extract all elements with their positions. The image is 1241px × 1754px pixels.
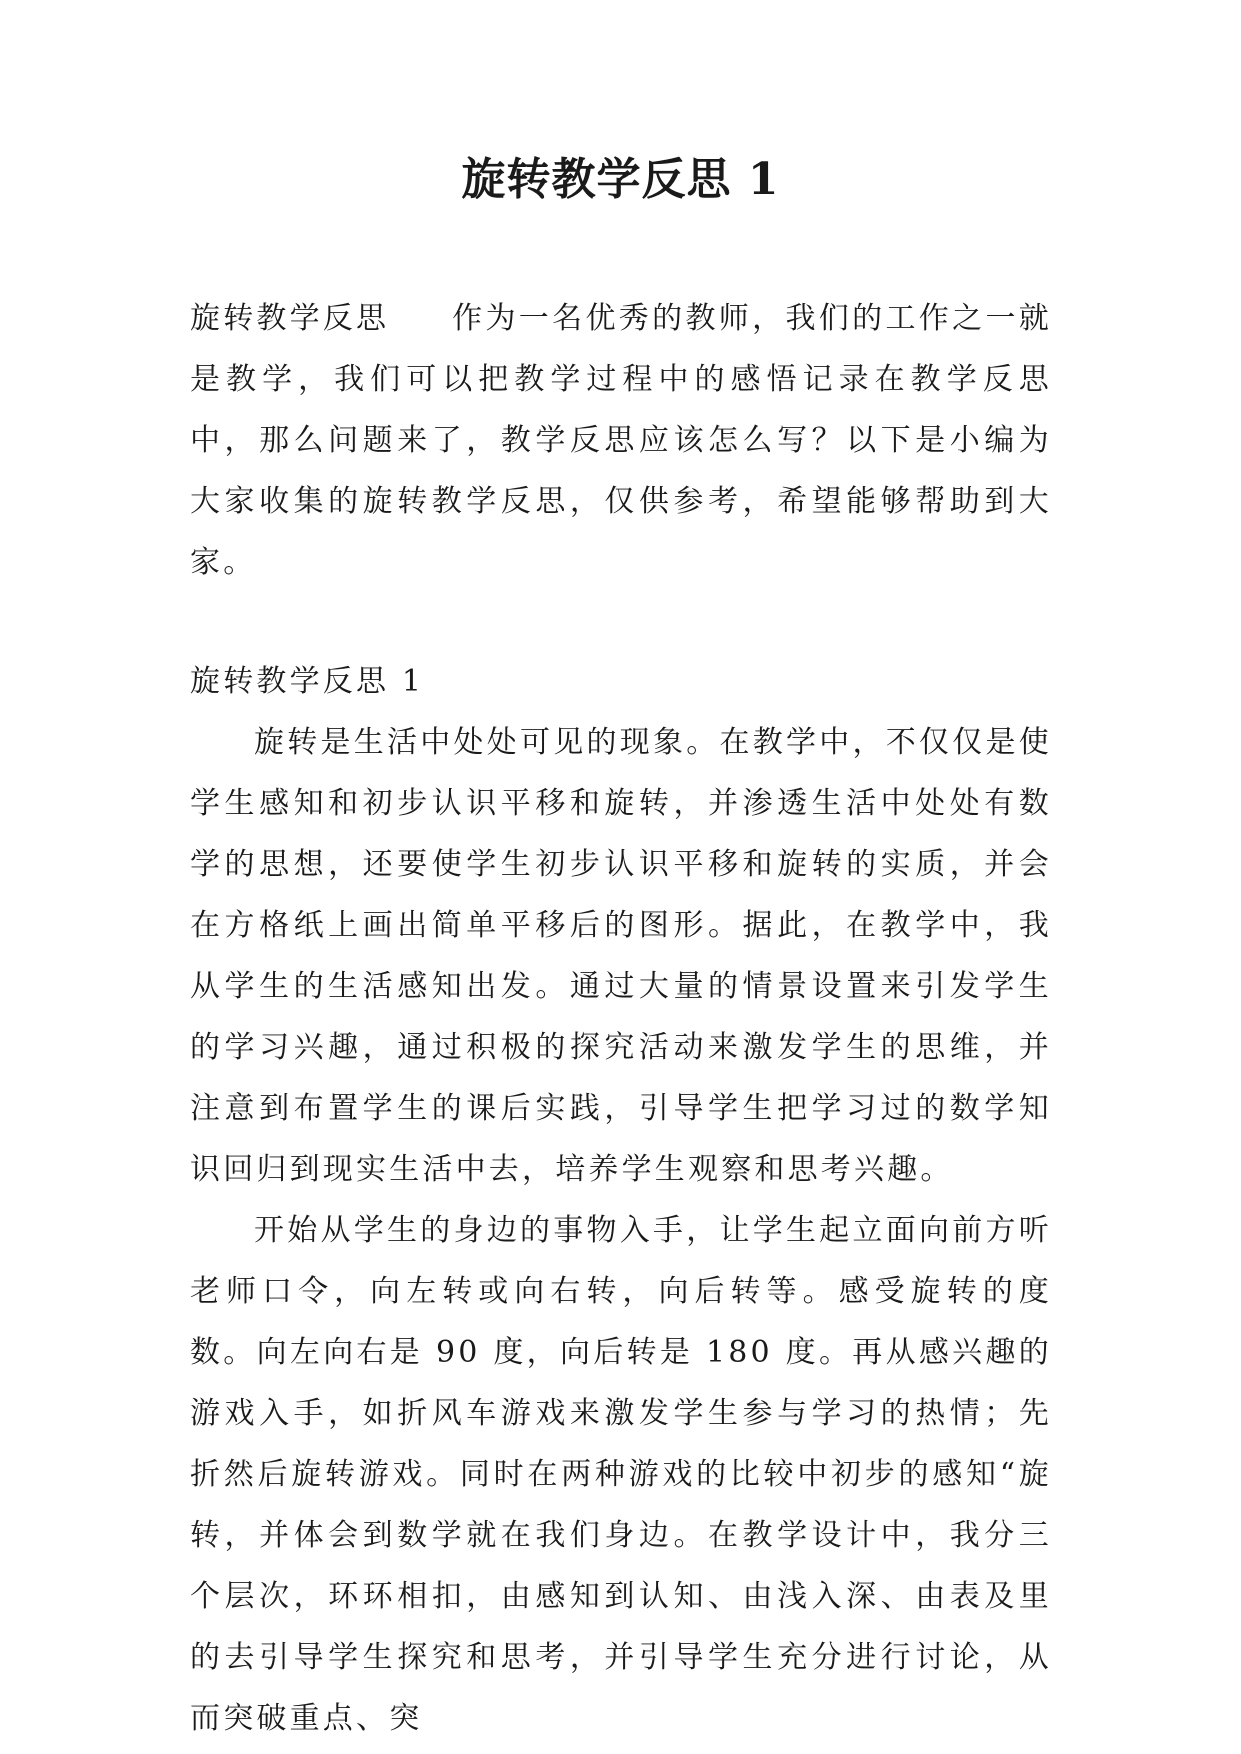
body-paragraph-1: 旋转是生活中处处可见的现象。在教学中，不仅仅是使学生感知和初步认识平移和旋转，并渗透生活中处处有数学的思想，还要使学生初步认识平移和旋转的实质，并会在方格纸上画出简单平移后的图形。据此，在教学中，我从学生的生活感知出发。通过大量的情景设置来引发学生的学习兴趣，通过积极的探究活动来激发学生的思维，并注意到布置学生的课后实践，引导学生把学习过的数学知识回归到现实生活中去，培养学生观察和思考兴趣。 xyxy=(190,725,1052,1187)
section-heading: 旋转教学反思 1 xyxy=(190,664,425,699)
body-paragraph-2: 开始从学生的身边的事物入手，让学生起立面向前方听老师口令，向左转或向右转，向后转等。感受旋转的度数。向左向右是 90 度，向后转是 180 度。再从感兴趣的游戏入手，如折风车游戏来激发学生参与学习的热情；先折然后旋转游戏。同时在两种游戏的比较中初步的感知“旋转，并体会到数学就在我们身边。在教学设计中，我分三个层次，环环相扣，由感知到认知、由浅入深、由表及里的去引导学生探究和思考，并引导学生充分进行讨论，从而突破重点、突 xyxy=(190,1213,1052,1736)
intro-text: 作为一名优秀的教师，我们的工作之一就是教学，我们可以把教学过程中的感悟记录在教学反思中，那么问题来了，教学反思应该怎么写？以下是小编为大家收集的旋转教学反思，仅供参考，希望能够帮助到大家。 xyxy=(190,301,1052,580)
document-body xyxy=(190,288,1052,1749)
intro-lead-text: 旋转教学反思 xyxy=(190,301,390,336)
paragraph-spacer xyxy=(190,593,1052,651)
intro-paragraph xyxy=(190,288,1052,593)
document-title: 旋转教学反思 1 xyxy=(461,154,780,205)
